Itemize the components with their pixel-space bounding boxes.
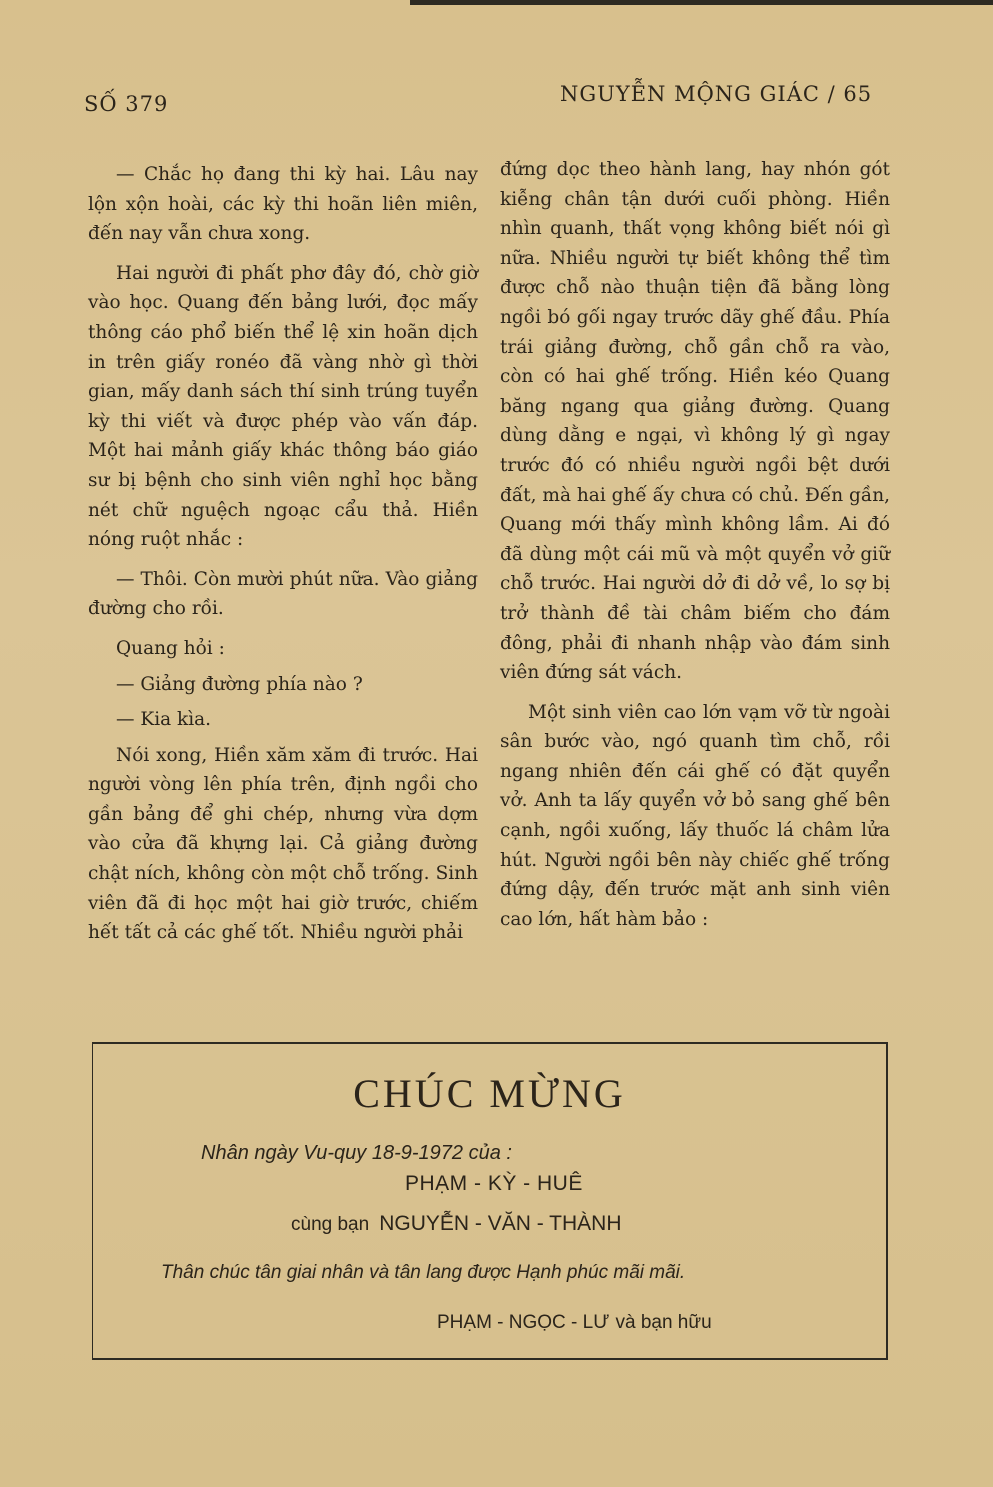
- paragraph: — Chắc họ đang thi kỳ hai. Lâu nay lộn xộn hoài, các kỳ thi hoãn liên miên, đến nay vẫn chưa xong.: [88, 164, 478, 245]
- running-head: NGUYỄN MỘNG GIÁC / 65: [560, 82, 873, 106]
- notice-wish: Thân chúc tân giai nhân và tân lang được Hạnh phúc mãi mãi.: [161, 1262, 686, 1283]
- groom-line: [291, 1212, 622, 1236]
- bride-name: PHẠM - KỲ - HUÊ: [405, 1172, 583, 1195]
- notice-signature: [437, 1312, 712, 1334]
- sender-name: PHẠM - NGỌC - LƯ: [437, 1312, 610, 1333]
- right-column: [500, 155, 890, 934]
- with-label: cùng bạn: [291, 1214, 370, 1235]
- congratulation-notice: [92, 1042, 888, 1360]
- paragraph: Nói xong, Hiền xăm xăm đi trước. Hai người vòng lên phía trên, định ngồi cho gần bảng để ghi chép, nhưng vừa dợm vào cửa đã khựng lại. Cả giảng đường chật ních, không còn một chỗ trống. Sinh viên đã đi học một hai giờ trước, chiếm hết tất cả các ghế tốt. Nhiều người phải: [88, 744, 478, 944]
- paragraph: Hai người đi phất phơ đây đó, chờ giờ vào học. Quang đến bảng lưới, đọc mấy thông cáo phổ biến thể lệ xin hoãn dịch in trên giấy ronéo đã vàng nhờ gì thời gian, mấy danh sách thí sinh trúng tuyển kỳ thi viết và được phép vào vấn đáp. Một hai mảnh giấy khác thông báo giáo sư bị bệnh cho sinh viên nghỉ học bằng nét chữ nguệch ngoạc cẩu thả. Hiền nóng ruột nhắc :: [88, 262, 478, 551]
- dialogue-line: — Thôi. Còn mười phút nữa. Vào giảng đường cho rồi.: [88, 568, 478, 620]
- issue-number: SỐ 379: [84, 92, 169, 116]
- dialogue-tag: Quang hỏi :: [116, 637, 225, 659]
- notice-occasion: Nhân ngày Vu-quy 18-9-1972 của :: [201, 1142, 512, 1164]
- paragraph: đứng dọc theo hành lang, hay nhón gót kiễng chân tận dưới cuối phòng. Hiền nhìn quanh, thất vọng không biết nói gì nữa. Nhiều người tự biết không thể tìm được chỗ nào thuận tiện đã bằng lòng ngồi bó gối ngay trước dãy ghế đầu. Phía trái giảng đường, chỗ gần chỗ ra vào, còn có hai ghế trống. Hiền kéo Quang băng ngang qua giảng đường. Quang dùng dằng e ngại, vì không lý gì ngay trước đó có nhiều người ngồi bệt dưới đất, mà hai ghế ấy chưa có chủ. Đến gần, Quang mới thấy mình không lầm. Ai đó đã dùng một cái mũ và một quyển vở giữ chỗ trước. Hai người dở đi dở về, lo sợ bị trở thành đề tài châm biếm cho đám đông, phải đi nhanh nhập vào đám sinh viên đứng sát vách.: [500, 159, 890, 684]
- sender-tail: và bạn hữu: [615, 1312, 712, 1333]
- left-column: [88, 160, 478, 948]
- top-rule: [410, 0, 993, 5]
- paragraph: Một sinh viên cao lớn vạm vỡ từ ngoài sân bước vào, ngó quanh tìm chỗ, rồi ngang nhiên đến cái ghế có đặt quyển vở. Anh ta lấy quyển vở bỏ sang ghế bên cạnh, ngồi xuống, lấy thuốc lá châm lửa hút. Người ngồi bên này chiếc ghế trống đứng dậy, đến trước mặt anh sinh viên cao lớn, hất hàm bảo :: [500, 701, 890, 930]
- notice-title: CHÚC MỪNG: [353, 1071, 626, 1116]
- dialogue-line: — Giảng đường phía nào ?: [116, 673, 363, 695]
- dialogue-line: — Kia kìa.: [116, 709, 212, 731]
- groom-name: NGUYỄN - VĂN - THÀNH: [379, 1212, 622, 1235]
